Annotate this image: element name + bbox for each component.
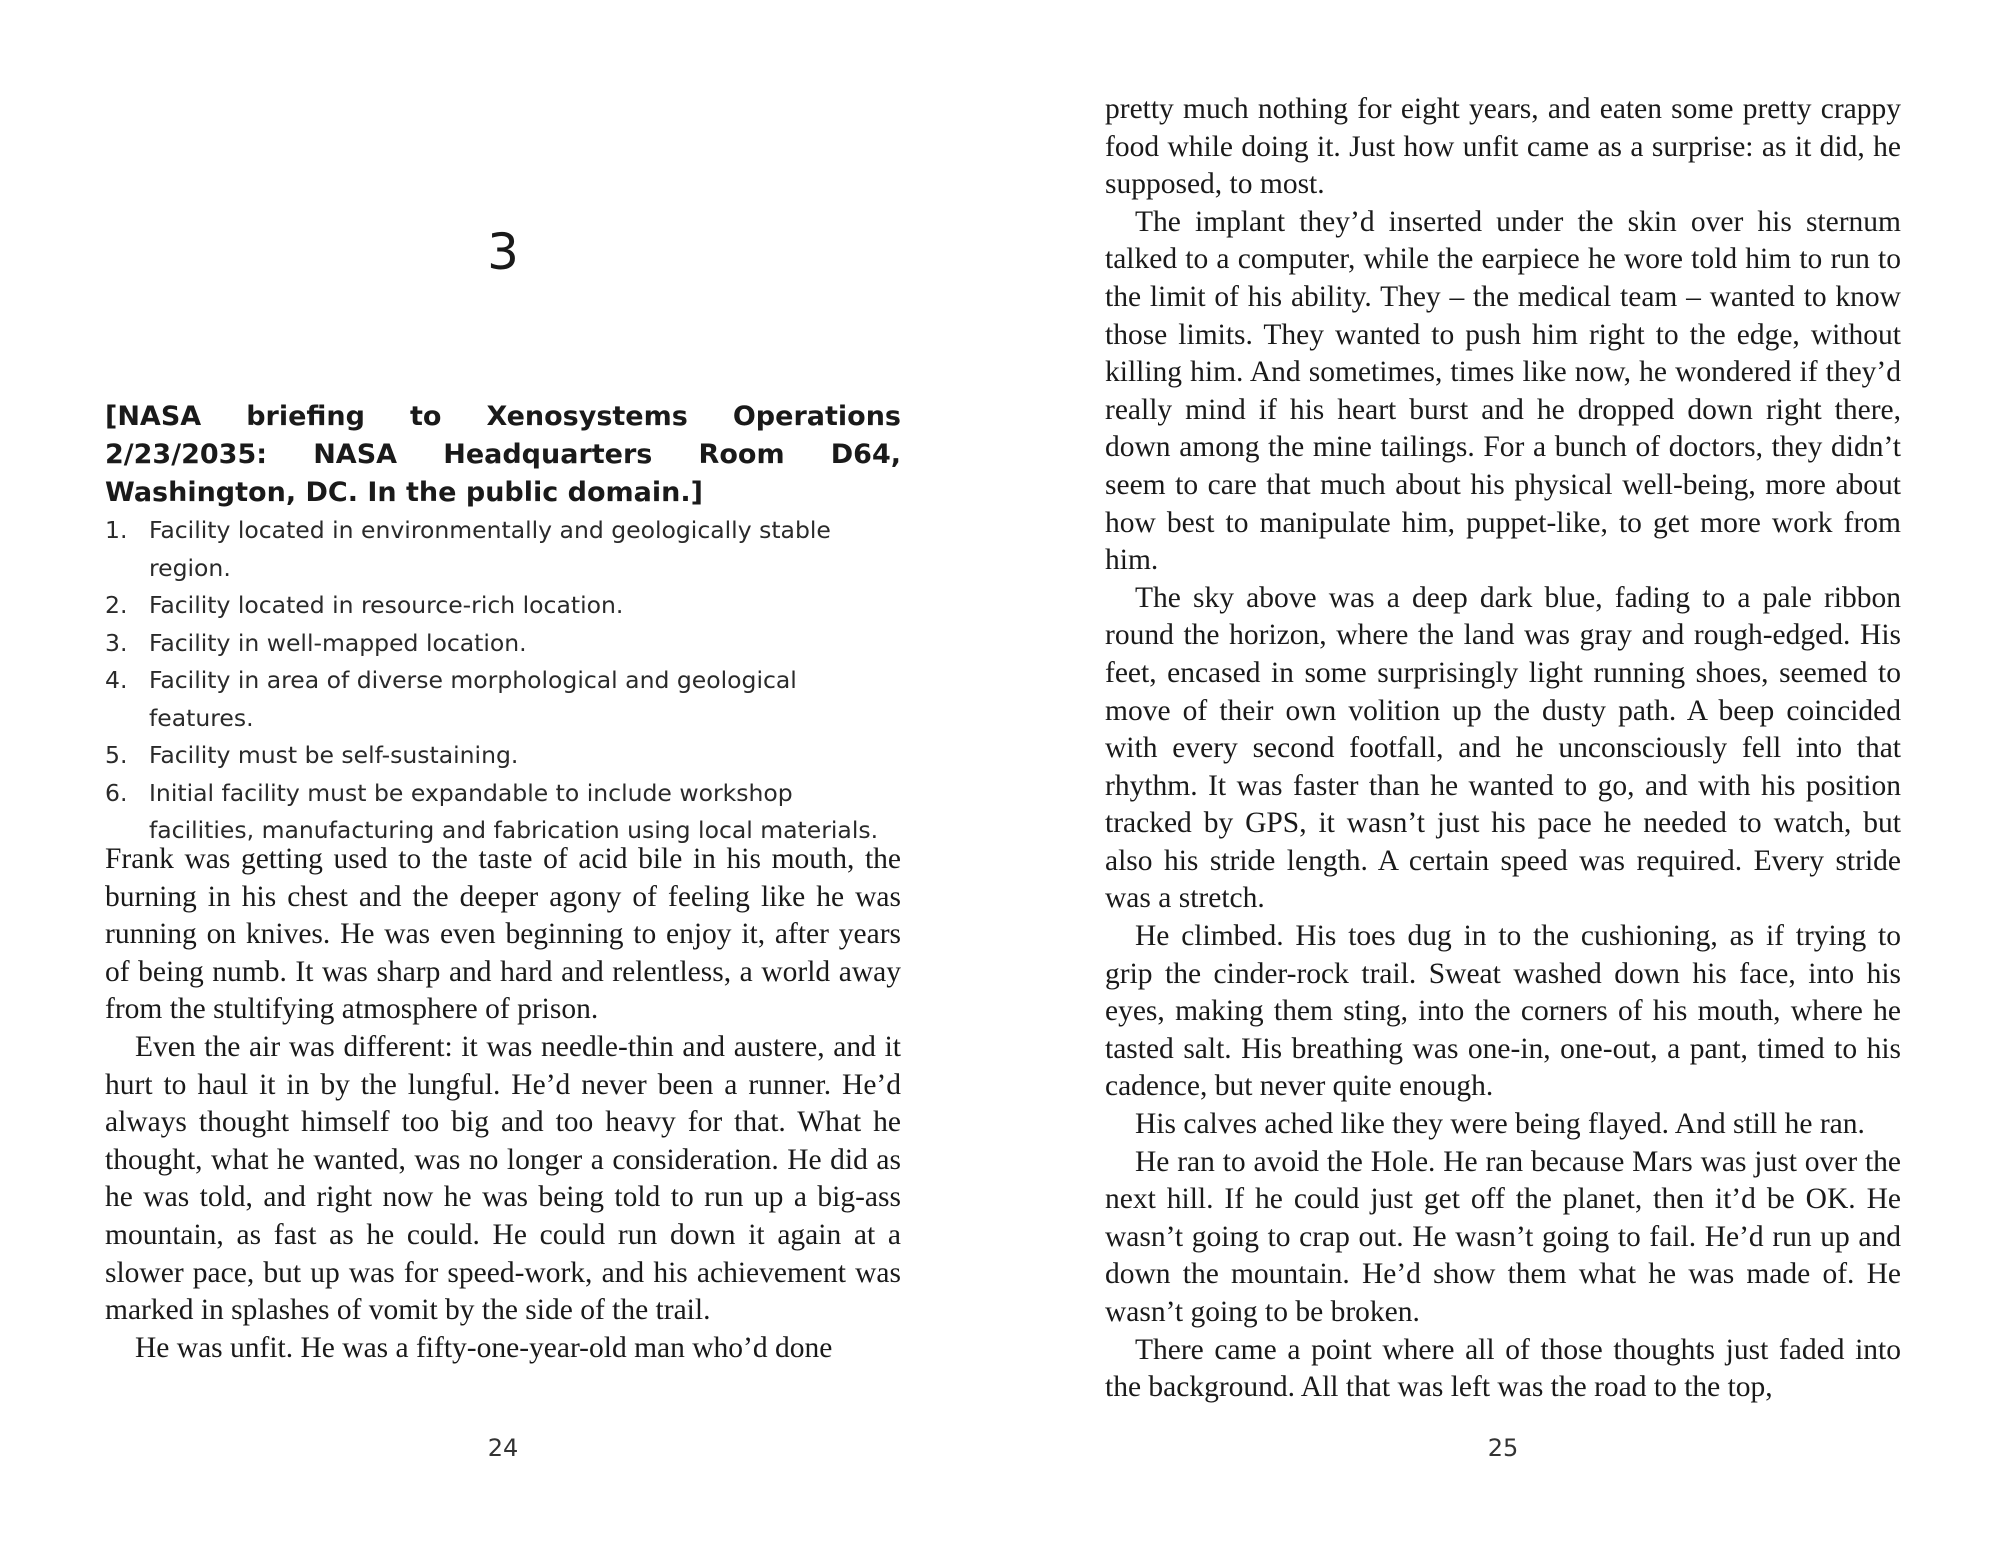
briefing-item-number: 5. [105,741,128,769]
paragraph: pretty much nothing for eight years, and eaten some pretty crappy food while doing it. Just how unfit came as a surprise: as it did, he supposed, to most. [1105,93,1901,201]
left-page-prose [105,841,901,1367]
briefing-item-number: 6. [105,778,128,807]
briefing-item [105,737,901,775]
paragraph: His calves ached like they were being flayed. And still he ran. [1135,1108,1865,1141]
page-number: 24 [487,1434,519,1462]
paragraph: He ran to avoid the Hole. He ran because Mars was just over the next hill. If he could just get off the planet, then it’d be OK. He wasn’t going to crap out. He wasn’t going to fail. He’d run up and down the mountain. He’d show them what he was made of. He wasn’t going to be broken. [1105,1145,1901,1328]
briefing-item [105,775,901,850]
briefing-item-number: 2. [105,591,128,619]
briefing-heading: [NASA briefing to Xenosystems Operations 2/23/2035: NASA Headquarters Room D64, Washington, DC. In the public domain.] [105,401,901,508]
briefing-item [105,512,901,587]
briefing-item [105,662,901,737]
briefing-item-number: 1. [105,516,128,544]
paragraph: He was unfit. He was a fifty-one-year-old man who’d done [135,1331,833,1364]
chapter-number: 3 [487,223,519,281]
briefing-item-text: Facility located in resource-rich location. [149,591,624,619]
paragraph: Even the air was different: it was needle-thin and austere, and it hurt to haul it in by the lungful. He’d never been a runner. He’d always thought himself too big and too heavy for that. What he thought, what he wanted, was no longer a consideration. He did as he was told, and right now he was being told to run up a big-ass mountain, as fast as he could. He could run down it again at a slower pace, but up was for speed-work, and his achievement was marked in splashes of vomit by the side of the trail. [105,1030,901,1327]
paragraph: The implant they’d inserted under the skin over his sternum talked to a computer, while the earpiece he wore told him to run to the limit of his ability. They – the medical team – wanted to know those limits. They wanted to push him right to the edge, without killing him. And sometimes, times like now, he wondered if they’d really mind if his heart burst and he dropped down right there, down among the mine tailings. For a bunch of doctors, they didn’t seem to care that much about his physical well-being, more about how best to manipulate him, puppet-like, to get more work from him. [1105,205,1901,577]
right-page-prose [1105,91,1901,1407]
briefing-item-number: 4. [105,666,128,694]
briefing-item-text: Facility located in environmentally and geologically stable region. [149,516,831,582]
briefing-item [105,587,901,625]
paragraph: Frank was getting used to the taste of acid bile in his mouth, the burning in his chest and the deeper agony of feeling like he was running on knives. He was even beginning to enjoy it, after years of being numb. It was sharp and hard and relentless, a world away from the stultifying atmosphere of prison. [105,843,901,1026]
briefing-item-text: Initial facility must be expandable to include workshop facilities, manufacturing and fabrication using local materials. [149,778,879,844]
paragraph: There came a point where all of those thoughts just faded into the background. All that was left was the road to the top, [1105,1333,1901,1404]
briefing-item-text: Facility in well-mapped location. [149,628,527,657]
paragraph: The sky above was a deep dark blue, fading to a pale ribbon round the horizon, where the land was gray and rough-edged. His feet, encased in some surprisingly light running shoes, seemed to move of their own volition up the dusty path. A beep coincided with every second footfall, and he unconsciously fell into that rhythm. It was faster than he wanted to go, and with his position tracked by GPS, it wasn’t just his pace he needed to watch, but also his stride length. A certain speed was required. Every stride was a stretch. [1105,581,1901,915]
briefing-item-text: Facility in area of diverse morphological and geological features. [149,666,797,732]
briefing-item-text: Facility must be self-sustaining. [149,741,519,769]
page-number: 25 [1487,1434,1519,1462]
briefing-list [105,512,901,850]
briefing-item [105,625,901,663]
left-page [105,0,901,1546]
paragraph: He climbed. His toes dug in to the cushioning, as if trying to grip the cinder-rock trail. Sweat washed down his face, into his eyes, making them sting, into the corners of his mouth, where he tasted salt. His breathing was one-in, one-out, a pant, timed to his cadence, but never quite enough. [1105,920,1901,1103]
briefing-item-number: 3. [105,628,128,657]
right-page [1105,0,1901,1546]
